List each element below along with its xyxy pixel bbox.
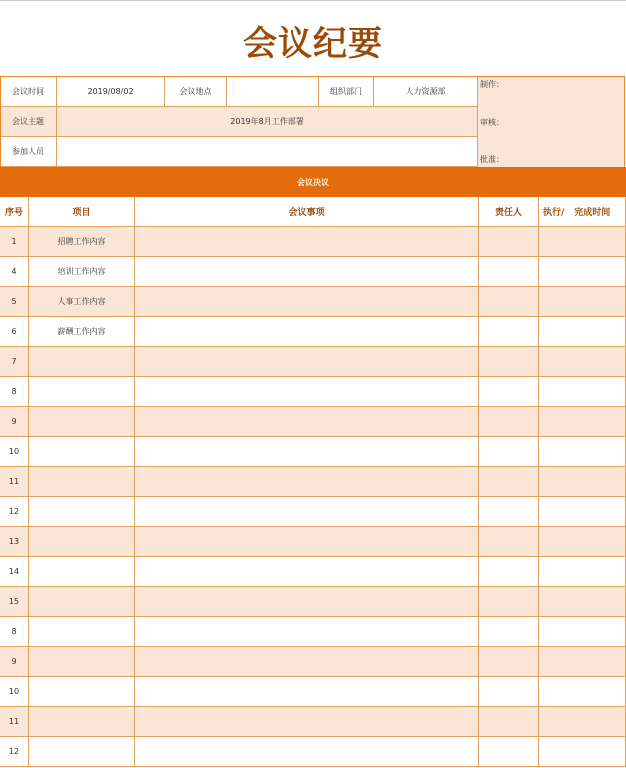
row-matters[interactable] bbox=[135, 617, 479, 647]
row-owner[interactable] bbox=[479, 257, 539, 287]
row-no: 11 bbox=[0, 467, 29, 497]
row-matters[interactable] bbox=[135, 467, 479, 497]
row-complete-time[interactable] bbox=[539, 737, 626, 767]
topic-label: 会议主题 bbox=[0, 107, 57, 137]
row-matters[interactable] bbox=[135, 737, 479, 767]
row-item[interactable] bbox=[29, 527, 135, 557]
row-item[interactable] bbox=[29, 347, 135, 377]
row-complete-time[interactable] bbox=[539, 677, 626, 707]
row-item[interactable] bbox=[29, 467, 135, 497]
row-owner[interactable] bbox=[479, 677, 539, 707]
row-no: 6 bbox=[0, 317, 29, 347]
row-complete-time[interactable] bbox=[539, 557, 626, 587]
time-label: 会议时间 bbox=[0, 77, 57, 107]
row-complete-time[interactable] bbox=[539, 527, 626, 557]
row-complete-time[interactable] bbox=[539, 317, 626, 347]
row-no: 8 bbox=[0, 617, 29, 647]
row-complete-time[interactable] bbox=[539, 707, 626, 737]
row-matters[interactable] bbox=[135, 407, 479, 437]
made-by-label: 制作： bbox=[480, 80, 504, 89]
row-no: 14 bbox=[0, 557, 29, 587]
header-exec-complete bbox=[539, 197, 626, 227]
row-matters[interactable] bbox=[135, 437, 479, 467]
row-owner[interactable] bbox=[479, 317, 539, 347]
header-item: 项目 bbox=[29, 197, 135, 227]
row-matters[interactable] bbox=[135, 497, 479, 527]
row-item[interactable] bbox=[29, 617, 135, 647]
row-item[interactable] bbox=[29, 677, 135, 707]
row-item[interactable] bbox=[29, 497, 135, 527]
row-matters[interactable] bbox=[135, 557, 479, 587]
row-owner[interactable] bbox=[479, 617, 539, 647]
row-no: 7 bbox=[0, 347, 29, 377]
row-complete-time[interactable] bbox=[539, 587, 626, 617]
row-complete-time[interactable] bbox=[539, 227, 626, 257]
row-no: 15 bbox=[0, 587, 29, 617]
row-complete-time[interactable] bbox=[539, 467, 626, 497]
row-item[interactable] bbox=[29, 647, 135, 677]
row-no: 11 bbox=[0, 707, 29, 737]
approved-by-label: 批准： bbox=[480, 155, 504, 164]
row-owner[interactable] bbox=[479, 437, 539, 467]
row-owner[interactable] bbox=[479, 227, 539, 257]
row-matters[interactable] bbox=[135, 707, 479, 737]
row-matters[interactable] bbox=[135, 677, 479, 707]
row-no: 12 bbox=[0, 497, 29, 527]
row-item[interactable]: 薪酬工作内容 bbox=[29, 317, 135, 347]
header-owner: 责任人 bbox=[479, 197, 539, 227]
row-item[interactable] bbox=[29, 377, 135, 407]
row-owner[interactable] bbox=[479, 497, 539, 527]
row-owner[interactable] bbox=[479, 287, 539, 317]
header-matters: 会议事项 bbox=[135, 197, 479, 227]
row-item[interactable]: 培训工作内容 bbox=[29, 257, 135, 287]
row-complete-time[interactable] bbox=[539, 617, 626, 647]
row-no: 9 bbox=[0, 647, 29, 677]
row-complete-time[interactable] bbox=[539, 437, 626, 467]
row-complete-time[interactable] bbox=[539, 407, 626, 437]
header-no: 序号 bbox=[0, 197, 29, 227]
dept-value[interactable]: 人力资源部 bbox=[374, 77, 478, 107]
row-no: 5 bbox=[0, 287, 29, 317]
row-complete-time[interactable] bbox=[539, 287, 626, 317]
row-no: 8 bbox=[0, 377, 29, 407]
row-item[interactable]: 人事工作内容 bbox=[29, 287, 135, 317]
row-matters[interactable] bbox=[135, 377, 479, 407]
row-no: 12 bbox=[0, 737, 29, 767]
row-item[interactable] bbox=[29, 407, 135, 437]
row-no: 9 bbox=[0, 407, 29, 437]
row-item[interactable] bbox=[29, 557, 135, 587]
row-owner[interactable] bbox=[479, 527, 539, 557]
row-complete-time[interactable] bbox=[539, 497, 626, 527]
info-frame bbox=[0, 76, 625, 168]
row-owner[interactable] bbox=[479, 467, 539, 497]
row-owner[interactable] bbox=[479, 347, 539, 377]
row-no: 1 bbox=[0, 227, 29, 257]
row-owner[interactable] bbox=[479, 737, 539, 767]
row-item[interactable] bbox=[29, 737, 135, 767]
row-owner[interactable] bbox=[479, 707, 539, 737]
dept-label: 组织部门 bbox=[319, 77, 374, 107]
row-matters[interactable] bbox=[135, 287, 479, 317]
row-complete-time[interactable] bbox=[539, 257, 626, 287]
row-matters[interactable] bbox=[135, 347, 479, 377]
row-no: 10 bbox=[0, 677, 29, 707]
row-no: 13 bbox=[0, 527, 29, 557]
row-item[interactable] bbox=[29, 707, 135, 737]
header-complete-time: 完成时间 bbox=[574, 208, 611, 218]
row-no: 10 bbox=[0, 437, 29, 467]
row-complete-time[interactable] bbox=[539, 377, 626, 407]
row-matters[interactable] bbox=[135, 587, 479, 617]
page-title: 会议纪要 bbox=[243, 24, 383, 64]
row-owner[interactable] bbox=[479, 407, 539, 437]
row-matters[interactable] bbox=[135, 647, 479, 677]
row-matters[interactable] bbox=[135, 257, 479, 287]
row-item[interactable] bbox=[29, 587, 135, 617]
row-complete-time[interactable] bbox=[539, 347, 626, 377]
row-matters[interactable] bbox=[135, 527, 479, 557]
row-no: 4 bbox=[0, 257, 29, 287]
header-exec: 执行/ bbox=[543, 208, 565, 218]
resolution-banner: 会议决议 bbox=[0, 167, 626, 197]
row-item[interactable]: 招聘工作内容 bbox=[29, 227, 135, 257]
row-owner[interactable] bbox=[479, 587, 539, 617]
row-complete-time[interactable] bbox=[539, 647, 626, 677]
row-owner[interactable] bbox=[479, 377, 539, 407]
top-divider bbox=[0, 0, 626, 1]
row-matters[interactable] bbox=[135, 317, 479, 347]
row-item[interactable] bbox=[29, 437, 135, 467]
topic-value[interactable]: 2019年8月工作部署 bbox=[57, 107, 478, 137]
attendees-label: 参加人员 bbox=[0, 137, 57, 167]
row-owner[interactable] bbox=[479, 647, 539, 677]
row-matters[interactable] bbox=[135, 227, 479, 257]
time-value[interactable]: 2019/08/02 bbox=[57, 77, 165, 107]
reviewed-by-label: 审核： bbox=[480, 118, 504, 127]
row-owner[interactable] bbox=[479, 557, 539, 587]
place-label: 会议地点 bbox=[165, 77, 227, 107]
